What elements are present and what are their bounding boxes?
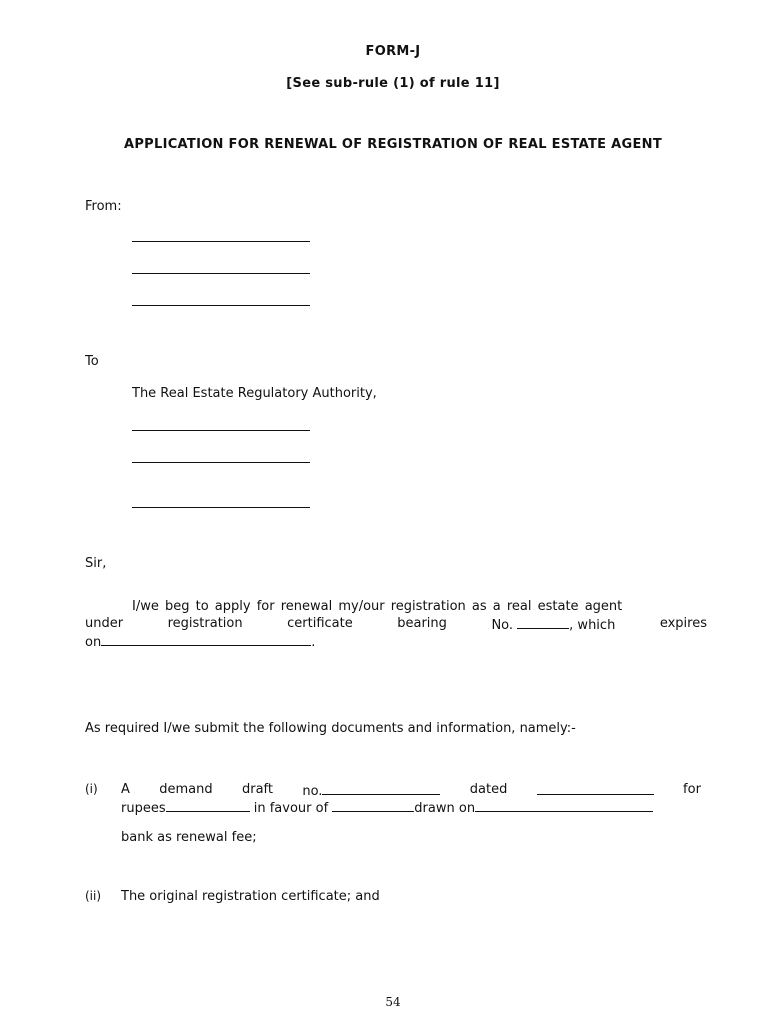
rupees-blank[interactable]: [166, 799, 250, 812]
word-no: No. , which: [491, 618, 616, 633]
documents-intro: As required I/we submit the following documents and information, namely:-: [85, 721, 576, 736]
word: expires: [659, 616, 707, 631]
form-title: FORM-J: [365, 44, 421, 59]
authority-name: The Real Estate Regulatory Authority,: [132, 386, 377, 401]
sub-rule-reference: [See sub-rule (1) of rule 11]: [286, 76, 500, 91]
item-i-line-3: bank as renewal fee;: [121, 830, 257, 845]
item-ii-marker: (ii): [85, 889, 102, 903]
expiry-date-blank[interactable]: [101, 633, 311, 646]
item-i-line-2: rupees in favour of drawn on: [121, 799, 653, 816]
drawn-on-bank-blank[interactable]: [475, 799, 653, 812]
word: under: [85, 616, 124, 631]
salutation: Sir,: [85, 556, 107, 571]
to-address-line-1[interactable]: [132, 430, 310, 431]
application-paragraph-line-1: I/we beg to apply for renewal my/our registration as a real estate agent: [132, 599, 623, 614]
from-address-line-3[interactable]: [132, 305, 310, 306]
to-label: To: [85, 354, 99, 369]
application-paragraph-line-2: [85, 616, 707, 633]
page-number: 54: [385, 995, 401, 1009]
item-i-marker: (i): [85, 782, 98, 796]
from-address-line-2[interactable]: [132, 273, 310, 274]
draft-number-group: no.: [302, 782, 440, 799]
from-label: From:: [85, 199, 122, 214]
application-paragraph-line-3: on .: [85, 635, 316, 650]
word: bearing: [397, 616, 447, 631]
document-heading: APPLICATION FOR RENEWAL OF REGISTRATION OF REAL ESTATE AGENT: [123, 137, 663, 152]
word: certificate: [287, 616, 353, 631]
to-address-line-3[interactable]: [132, 507, 310, 508]
item-i-line-1: A demand draft no. dated for: [121, 782, 701, 799]
draft-date-blank[interactable]: [537, 782, 654, 795]
word: registration: [167, 616, 243, 631]
draft-number-blank[interactable]: [322, 782, 440, 795]
item-ii-text: The original registration certificate; and: [121, 889, 380, 904]
to-address-line-2[interactable]: [132, 462, 310, 463]
from-address-line-1[interactable]: [132, 241, 310, 242]
certificate-number-blank[interactable]: [517, 616, 569, 629]
in-favour-of-blank[interactable]: [332, 799, 414, 812]
